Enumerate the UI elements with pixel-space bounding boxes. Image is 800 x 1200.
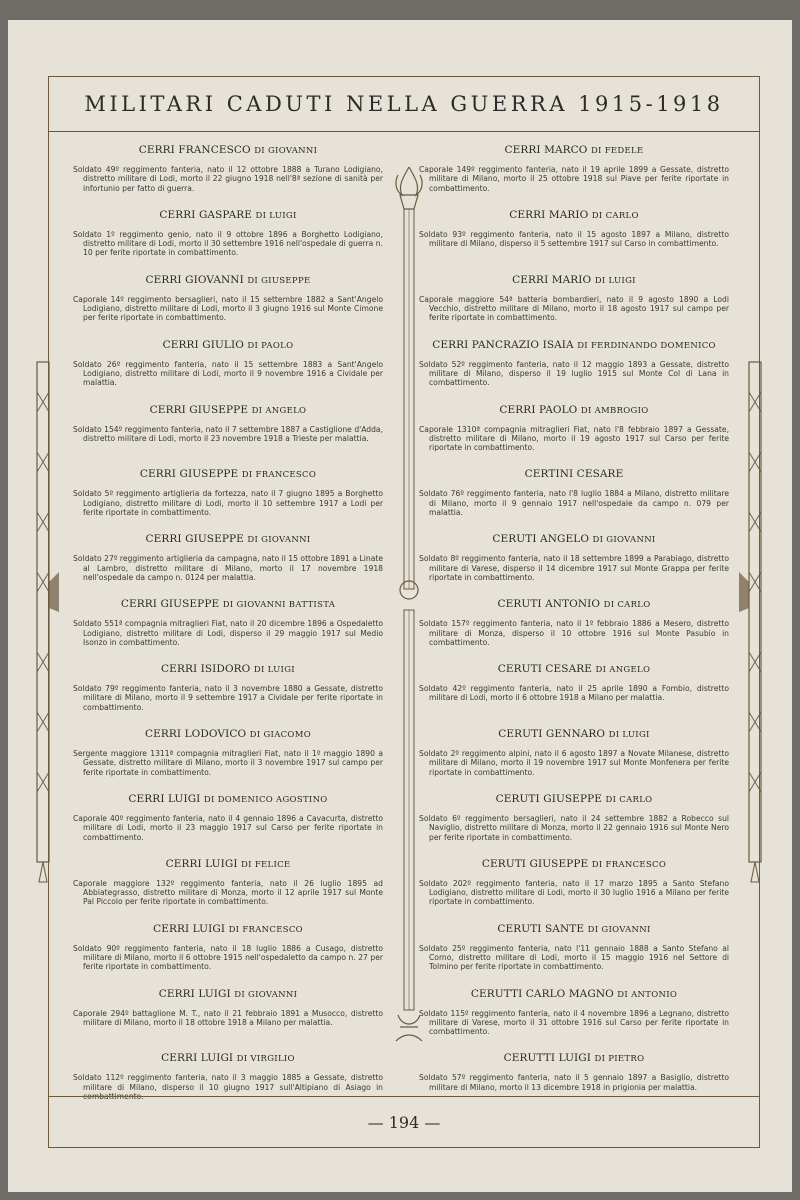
list-item bbox=[419, 858, 729, 923]
patronymic: DI GIACOMO bbox=[249, 730, 311, 741]
soldier-name bbox=[73, 988, 383, 1000]
list-item bbox=[419, 274, 729, 339]
patronymic: DI DOMENICO AGOSTINO bbox=[203, 794, 328, 805]
surname-given-name: CERRI LUIGI bbox=[153, 922, 226, 935]
surname-given-name: CERRI GASPARE bbox=[159, 208, 253, 221]
surname-given-name: CERUTI GIUSEPPE bbox=[481, 857, 589, 870]
service-record: Soldato 8º reggimento fanteria, nato il 18 settembre 1899 a Parabiago, distretto militare di Varese, disperso il 14 dicembre 1917 sul Monte Grappa per ferite riportate in combattimento. bbox=[419, 554, 729, 582]
fasces-ornament-right bbox=[739, 352, 771, 892]
list-item bbox=[419, 468, 729, 533]
soldier-name bbox=[73, 533, 383, 545]
patronymic: DI GIOVANNI bbox=[587, 924, 651, 935]
soldier-name bbox=[419, 728, 729, 740]
soldier-name bbox=[419, 339, 729, 351]
soldier-name bbox=[73, 209, 383, 221]
surname-given-name: CERRI ISIDORO bbox=[161, 663, 251, 676]
surname-given-name: CERRI PAOLO bbox=[499, 403, 578, 416]
patronymic: DI FELICE bbox=[241, 859, 291, 870]
list-item bbox=[73, 988, 383, 1053]
patronymic: DI FRANCESCO bbox=[591, 859, 667, 870]
service-record: Soldato 49º reggimento fanteria, nato il 12 ottobre 1888 a Turano Lodigiano, distretto militare di Lodi, morto il 22 giugno 1918 nell'8ª sezione di sanità per infortunio per fatto di guerra. bbox=[73, 165, 383, 193]
list-item bbox=[73, 404, 383, 469]
surname-given-name: CERRI LODOVICO bbox=[145, 728, 247, 741]
soldier-name bbox=[73, 404, 383, 416]
service-record: Sergente maggiore 1311ª compagnia mitraglieri Fiat, nato il 1º maggio 1890 a Gessate, distretto militare di Milano, morto il 3 novembre 1917 sul campo per ferite riportate in combattimento. bbox=[73, 749, 383, 777]
surname-given-name: CERRI GIUSEPPE bbox=[145, 533, 244, 546]
torch-column-ornament bbox=[392, 165, 426, 1065]
patronymic: DI FRANCESCO bbox=[228, 924, 303, 935]
list-item bbox=[419, 533, 729, 598]
patronymic: DI FRANCESCO bbox=[241, 470, 317, 481]
patronymic: DI CARLO bbox=[591, 210, 639, 221]
soldier-name bbox=[73, 728, 383, 740]
soldier-name bbox=[73, 663, 383, 675]
soldier-name bbox=[73, 923, 383, 935]
service-record: Caporale 294º battaglione M. T., nato il 21 febbraio 1891 a Musocco, distretto militare di Milano, morto il 18 ottobre 1918 a Milano per malattia. bbox=[73, 1008, 383, 1027]
soldier-name bbox=[419, 988, 729, 1000]
patronymic: DI CARLO bbox=[603, 600, 651, 611]
surname-given-name: CERUTTI CARLO MAGNO bbox=[470, 987, 614, 1000]
surname-given-name: CERRI LUIGI bbox=[158, 987, 231, 1000]
list-item bbox=[419, 144, 729, 209]
surname-given-name: CERUTTI LUIGI bbox=[503, 1052, 591, 1065]
patronymic: DI PAOLO bbox=[247, 340, 294, 351]
service-record: Soldato 76º reggimento fanteria, nato l'8 luglio 1884 a Milano, distretto militare di Milano, morto il 9 gennaio 1917 nell'ospedale da campo n. 079 per malattia. bbox=[419, 489, 729, 518]
soldier-name bbox=[419, 468, 729, 480]
list-item bbox=[419, 404, 729, 469]
list-item bbox=[73, 923, 383, 988]
list-item bbox=[419, 988, 729, 1053]
patronymic: DI ANGELO bbox=[251, 405, 307, 416]
soldier-name bbox=[73, 793, 383, 805]
service-record: Soldato 112º reggimento fanteria, nato il 3 maggio 1885 a Gessate, distretto militare di Milano, disperso il 10 giugno 1917 sull'Altipiano di Asiago in combattimento. bbox=[73, 1073, 383, 1102]
list-item bbox=[73, 533, 383, 598]
surname-given-name: CERUTI SANTE bbox=[497, 922, 585, 935]
soldier-name bbox=[419, 274, 729, 286]
service-record: Soldato 42º reggimento fanteria, nato il 25 aprile 1890 a Fombio, distretto militare di Lodi, morto il 6 ottobre 1918 a Milano per malattia. bbox=[419, 684, 729, 703]
list-item bbox=[73, 274, 383, 339]
patronymic: DI GIOVANNI BATTISTA bbox=[222, 600, 336, 611]
soldier-name bbox=[419, 404, 729, 416]
fasces-ornament-left bbox=[27, 352, 59, 892]
service-record: Soldato 93º reggimento fanteria, nato il 15 agosto 1897 a Milano, distretto militare di Milano, disperso il 5 settembre 1917 sul Carso in combattimento. bbox=[419, 229, 729, 249]
patronymic: DI GIOVANNI bbox=[247, 535, 311, 546]
list-item bbox=[419, 663, 729, 728]
page-title: MILITARI CADUTI NELLA GUERRA 1915-1918 bbox=[84, 92, 724, 116]
patronymic: DI AMBROGIO bbox=[580, 405, 649, 416]
soldier-name bbox=[419, 209, 729, 221]
service-record: Soldato 1º reggimento genio, nato il 9 ottobre 1896 a Borghetto Lodigiano, distretto militare di Lodi, morto il 30 settembre 1916 nell'ospedale di guerra n. 10 per ferite riportate in combattimento. bbox=[73, 229, 383, 258]
surname-given-name: CERUTI GIUSEPPE bbox=[495, 792, 603, 805]
service-record: Soldato 551ª compagnia mitraglieri Fiat, nato il 20 dicembre 1896 a Ospedaletto Lodigiano, distretto militare di Lodi, disperso il 29 maggio 1917 sul Medio Isonzo in combattimento. bbox=[73, 619, 383, 647]
surname-given-name: CERUTI ANTONIO bbox=[497, 598, 601, 611]
soldier-name bbox=[419, 923, 729, 935]
list-item bbox=[73, 793, 383, 858]
service-record: Soldato 26º reggimento fanteria, nato il 15 settembre 1883 a Sant'Angelo Lodigiano, distretto militare di Lodi, morto il 9 novembre 1916 a Cividale per malattia. bbox=[73, 359, 383, 388]
patronymic: DI GIOVANNI bbox=[234, 989, 298, 1000]
soldier-name bbox=[73, 339, 383, 351]
surname-given-name: CERRI MARCO bbox=[504, 144, 588, 156]
soldier-name bbox=[73, 598, 383, 610]
soldier-name bbox=[73, 274, 383, 286]
page-number: — 194 — bbox=[367, 1112, 441, 1132]
patronymic: DI VIRGILIO bbox=[236, 1054, 295, 1065]
service-record: Soldato 154º reggimento fanteria, nato il 7 settembre 1887 a Castiglione d'Adda, distretto militare di Lodi, morto il 23 novembre 1918 a Trieste per malattia. bbox=[73, 424, 383, 443]
surname-given-name: CERRI GIUSEPPE bbox=[149, 403, 249, 416]
surname-given-name: CERUTI ANGELO bbox=[492, 533, 590, 546]
service-record: Caporale 149º reggimento fanteria, nato il 19 aprile 1899 a Gessate, distretto militare di Milano, morto il 25 ottobre 1918 sul Piave per ferite riportate in combattimento. bbox=[419, 165, 729, 193]
soldier-name bbox=[419, 144, 729, 156]
patronymic: DI ANTONIO bbox=[617, 989, 678, 1000]
service-record: Caporale 1310ª compagnia mitraglieri Fiat, nato l'8 febbraio 1897 a Gessate, distretto militare di Milano, morto il 19 agosto 1917 sul Carso per ferite riportate in combattimento. bbox=[419, 424, 729, 453]
surname-given-name: CERRI GIULIO bbox=[162, 338, 244, 351]
soldier-name bbox=[73, 1052, 383, 1064]
list-item bbox=[73, 144, 383, 209]
page-frame bbox=[48, 76, 760, 1148]
list-item bbox=[73, 598, 383, 663]
service-record: Soldato 25º reggimento fanteria, nato l'11 gennaio 1888 a Santo Stefano al Corno, distretto militare di Lodi, morto il 15 maggio 1916 nel Settore di Tolmino per ferite riportate in combattimento. bbox=[419, 943, 729, 972]
patronymic: DI FERDINANDO DOMENICO bbox=[577, 340, 716, 351]
surname-given-name: CERRI MARIO bbox=[512, 273, 592, 286]
surname-given-name: CERRI LUIGI bbox=[161, 1052, 234, 1065]
list-item bbox=[73, 468, 383, 533]
surname-given-name: CERRI GIOVANNI bbox=[145, 273, 244, 286]
soldier-name bbox=[73, 468, 383, 480]
service-record: Soldato 57º reggimento fanteria, nato il 5 gennaio 1897 a Basiglio, distretto militare di Milano, morto il 13 dicembre 1918 in prigionia per malattia. bbox=[419, 1073, 729, 1092]
page-footer bbox=[49, 1096, 759, 1147]
soldier-name bbox=[73, 858, 383, 870]
soldier-name bbox=[419, 598, 729, 610]
page-header bbox=[49, 77, 759, 132]
surname-given-name: CERRI LUIGI bbox=[165, 857, 238, 870]
service-record: Soldato 6º reggimento bersaglieri, nato il 24 settembre 1882 a Robecco sul Naviglio, distretto militare di Monza, morto il 22 gennaio 1916 sul Monte Nero per ferite riportate in combattimento. bbox=[419, 813, 729, 842]
patronymic: DI ANGELO bbox=[595, 665, 651, 676]
list-item bbox=[419, 598, 729, 663]
patronymic: DI LUIGI bbox=[253, 665, 295, 676]
soldier-name bbox=[419, 663, 729, 675]
patronymic: DI GIUSEPPE bbox=[247, 275, 311, 286]
surname-given-name: CERRI LUIGI bbox=[128, 792, 201, 805]
right-column bbox=[419, 144, 729, 1117]
service-record: Caporale 40º reggimento fanteria, nato il 4 gennaio 1896 a Cavacurta, distretto militare di Lodi, morto il 23 maggio 1917 sul Carso per ferite riportate in combattimento. bbox=[73, 813, 383, 842]
patronymic: DI FEDELE bbox=[590, 146, 644, 156]
list-item bbox=[73, 663, 383, 728]
page-sheet bbox=[8, 20, 792, 1192]
patronymic: DI LUIGI bbox=[255, 210, 297, 221]
surname-given-name: CERRI FRANCESCO bbox=[138, 144, 251, 156]
service-record: Caporale maggiore 132º reggimento fanteria, nato il 26 luglio 1895 ad Abbiategrasso, distretto militare di Monza, morto il 12 aprile 1917 sul Monte Pal Piccolo per ferite riportate in combattimento. bbox=[73, 878, 383, 907]
list-item bbox=[419, 339, 729, 404]
soldier-name bbox=[73, 144, 383, 156]
soldier-name bbox=[419, 858, 729, 870]
list-item bbox=[419, 209, 729, 274]
service-record: Soldato 52º reggimento fanteria, nato il 12 maggio 1893 a Gessate, distretto militare di Milano, disperso il 19 luglio 1915 sul Monte Col di Lana in combattimento. bbox=[419, 359, 729, 388]
service-record: Soldato 2º reggimento alpini, nato il 6 agosto 1897 a Novate Milanese, distretto militare di Milano, morto il 19 novembre 1917 sul Monte Monfenera per ferite riportate in combattimento. bbox=[419, 749, 729, 777]
list-item bbox=[73, 728, 383, 793]
service-record: Soldato 79º reggimento fanteria, nato il 3 novembre 1880 a Gessate, distretto militare di Milano, morto il 9 settembre 1917 a Cividale per ferite riportate in combattimento. bbox=[73, 684, 383, 712]
list-item bbox=[73, 339, 383, 404]
surname-given-name: CERRI PANCRAZIO ISAIA bbox=[432, 338, 574, 351]
service-record: Caporale maggiore 54ª batteria bombardieri, nato il 9 agosto 1890 a Lodi Vecchio, distretto militare di Milano, morto il 18 agosto 1917 sul campo per ferite riportate in combattimento. bbox=[419, 294, 729, 323]
soldier-name bbox=[419, 533, 729, 545]
list-item bbox=[73, 858, 383, 923]
list-item bbox=[419, 728, 729, 793]
surname-given-name: CERUTI CESARE bbox=[497, 663, 593, 676]
soldier-name bbox=[419, 793, 729, 805]
list-item bbox=[419, 923, 729, 988]
surname-given-name: CERUTI GENNARO bbox=[498, 728, 606, 741]
service-record: Caporale 14º reggimento bersaglieri, nato il 15 settembre 1882 a Sant'Angelo Lodigiano, distretto militare di Lodi, morto il 3 giugno 1916 sul Monte Cimone per ferite riportate in combattimento. bbox=[73, 294, 383, 323]
patronymic: DI GIOVANNI bbox=[254, 146, 318, 156]
service-record: Soldato 90º reggimento fanteria, nato il 18 luglio 1886 a Cusago, distretto militare di Milano, morto il 6 ottobre 1915 nell'ospedaletto da campo n. 27 per ferite riportate in combattimento. bbox=[73, 943, 383, 972]
service-record: Soldato 157º reggimento fanteria, nato il 1º febbraio 1886 a Mesero, distretto militare di Monza, disperso il 10 ottobre 1916 sul Monte Pasubio in combattimento. bbox=[419, 619, 729, 647]
patronymic: DI LUIGI bbox=[594, 275, 636, 286]
surname-given-name: CERRI GIUSEPPE bbox=[120, 598, 220, 611]
surname-given-name: CERRI GIUSEPPE bbox=[139, 468, 239, 481]
patronymic: DI LUIGI bbox=[608, 730, 650, 741]
patronymic: DI CARLO bbox=[605, 794, 653, 805]
list-item bbox=[419, 793, 729, 858]
patronymic: DI PIETRO bbox=[594, 1054, 645, 1065]
patronymic: DI GIOVANNI bbox=[592, 535, 656, 546]
service-record: Soldato 27º reggimento artiglieria da campagna, nato il 15 ottobre 1891 a Linate al Lambro, distretto militare di Milano, morto il 17 novembre 1918 nell'ospedale da campo n. 0124 per malattia. bbox=[73, 554, 383, 582]
surname-given-name: CERRI MARIO bbox=[509, 208, 589, 221]
service-record: Soldato 5º reggimento artiglieria da fortezza, nato il 7 giugno 1895 a Borghetto Lodigiano, distretto militare di Lodi, morto il 10 settembre 1917 a Lodi per ferite riportate in combattimento. bbox=[73, 489, 383, 518]
soldier-name bbox=[419, 1052, 729, 1064]
list-item bbox=[73, 209, 383, 274]
surname-given-name: CERTINI CESARE bbox=[524, 468, 624, 481]
left-column bbox=[73, 144, 383, 1117]
service-record: Soldato 115º reggimento fanteria, nato il 4 novembre 1896 a Legnano, distretto militare di Varese, morto il 31 ottobre 1916 sul Carso per ferite riportate in combattimento. bbox=[419, 1008, 729, 1037]
service-record: Soldato 202º reggimento fanteria, nato il 17 marzo 1895 a Santo Stefano Lodigiano, distretto militare di Lodi, morto il 30 luglio 1916 a Milano per ferite riportate in combattimento. bbox=[419, 878, 729, 907]
